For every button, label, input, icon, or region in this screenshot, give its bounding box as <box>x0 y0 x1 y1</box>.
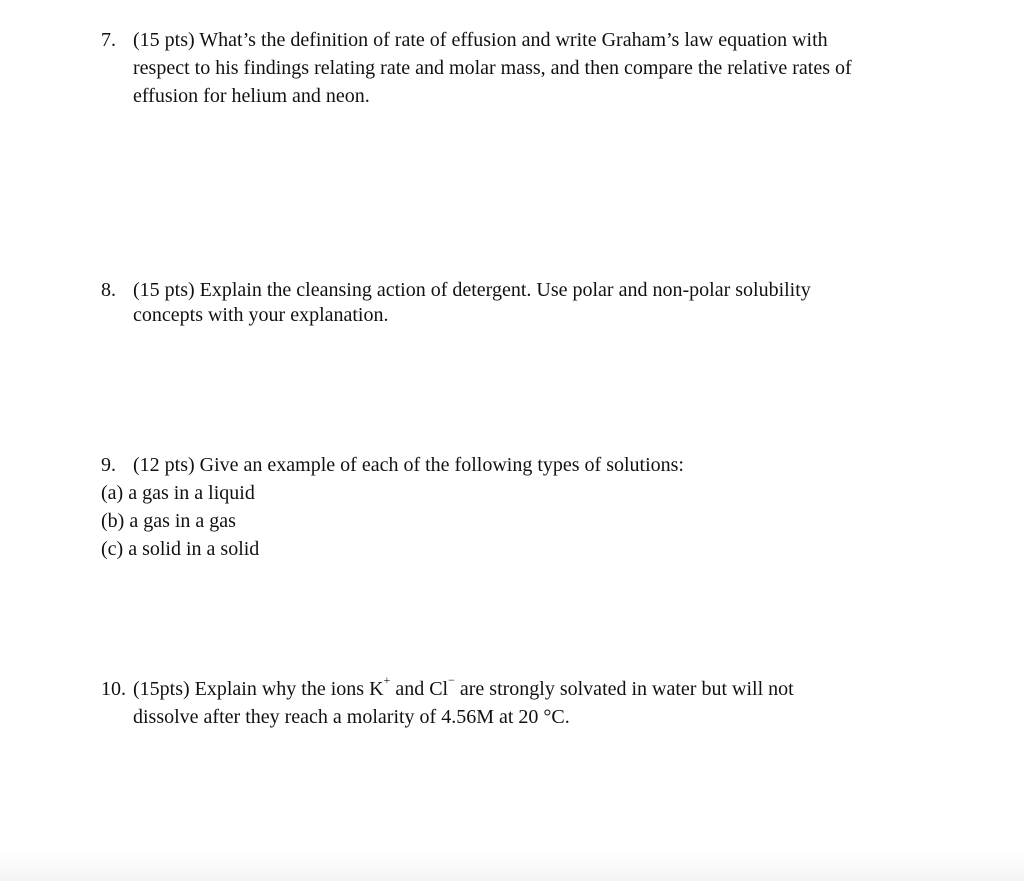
question-9 <box>101 451 921 563</box>
question-10 <box>101 675 921 731</box>
chloride-charge: − <box>448 673 455 688</box>
question-number: 9. <box>101 454 116 476</box>
sub-question-a: (a) a gas in a liquid <box>101 482 255 504</box>
question-text: (15 pts) Explain the cleansing action of detergent. Use polar and non-polar solubility <box>133 279 811 301</box>
question-number: 8. <box>101 279 116 301</box>
sub-question-c: (c) a solid in a solid <box>101 538 260 560</box>
question-number: 7. <box>101 29 116 51</box>
question-text-continued: dissolve after they reach a molarity of 4.56M at 20 °C. <box>133 706 570 728</box>
question-text-part: (15pts) Explain why the ions K <box>133 678 384 700</box>
question-text-continued: concepts with your explanation. <box>133 304 389 326</box>
question-text-continued: respect to his findings relating rate and molar mass, and then compare the relative rates of <box>133 57 852 79</box>
question-text-part: are strongly solvated in water but will not <box>454 678 794 700</box>
question-number: 10. <box>101 678 126 700</box>
question-text-part: and Cl <box>390 678 449 700</box>
question-text: (12 pts) Give an example of each of the following types of solutions: <box>133 454 684 476</box>
question-text-continued: effusion for helium and neon. <box>133 85 370 107</box>
question-7 <box>101 26 921 110</box>
question-text <box>133 675 921 703</box>
potassium-charge: + <box>383 673 391 688</box>
question-text: (15 pts) What’s the definition of rate of effusion and write Graham’s law equation with <box>133 29 828 51</box>
sub-question-b: (b) a gas in a gas <box>101 510 236 532</box>
question-8 <box>101 276 921 329</box>
page-bottom-shadow <box>0 851 1024 881</box>
